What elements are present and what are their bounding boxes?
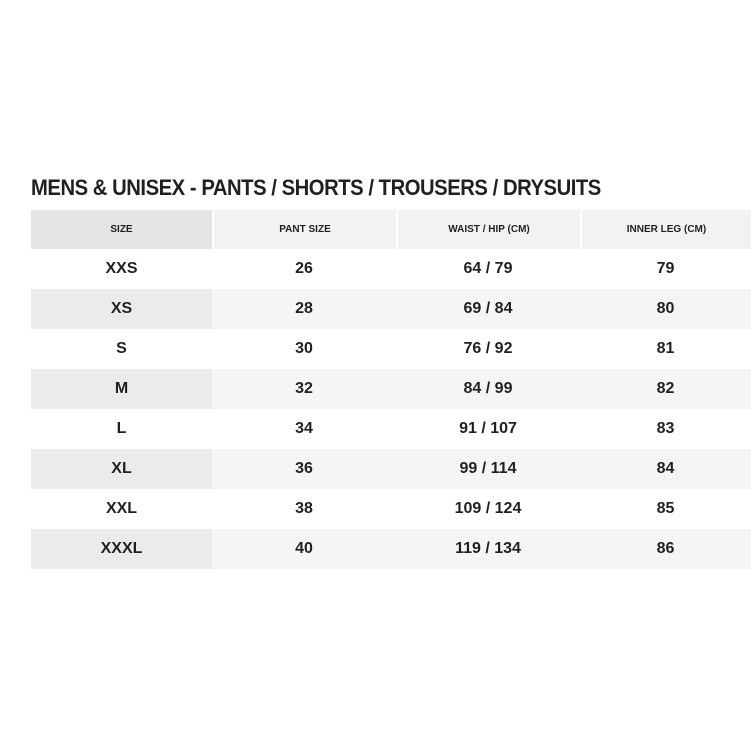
cell-inner-leg: 80 xyxy=(580,289,751,329)
table-row xyxy=(31,249,751,289)
cell-inner-leg: 81 xyxy=(656,340,675,357)
cell-waist-hip: 64 / 79 xyxy=(463,260,513,277)
table-row xyxy=(31,289,751,329)
table-row xyxy=(31,449,751,489)
cell-size: XXL xyxy=(105,500,138,517)
cell-waist-hip: 76 / 92 xyxy=(463,340,513,357)
cell-size: XXXL xyxy=(31,529,212,569)
cell-inner-leg: 83 xyxy=(656,420,675,437)
cell-size: L xyxy=(116,420,127,437)
cell-waist-hip: 119 / 134 xyxy=(396,529,580,569)
table-row xyxy=(31,529,751,569)
cell-size: XXS xyxy=(105,260,138,277)
cell-inner-leg: 82 xyxy=(580,369,751,409)
cell-pant-size: 26 xyxy=(295,260,313,277)
table-row xyxy=(31,329,751,369)
size-chart-table xyxy=(31,210,751,569)
cell-inner-leg: 84 xyxy=(580,449,751,489)
chart-title: MENS & UNISEX - PANTS / SHORTS / TROUSERS / DRYSUITS xyxy=(31,175,601,200)
cell-size: M xyxy=(31,369,212,409)
table-row xyxy=(31,409,751,449)
header-inner-leg: INNER LEG (CM) xyxy=(580,210,751,249)
header-pant-size: PANT SIZE xyxy=(212,210,396,249)
cell-size: XS xyxy=(31,289,212,329)
cell-waist-hip: 109 / 124 xyxy=(454,500,522,517)
cell-inner-leg: 86 xyxy=(580,529,751,569)
table-row xyxy=(31,489,751,529)
cell-pant-size: 34 xyxy=(295,420,313,437)
cell-waist-hip: 84 / 99 xyxy=(396,369,580,409)
cell-pant-size: 36 xyxy=(212,449,396,489)
cell-inner-leg: 79 xyxy=(656,260,675,277)
cell-size: S xyxy=(116,340,127,357)
cell-pant-size: 38 xyxy=(295,500,313,517)
cell-waist-hip: 69 / 84 xyxy=(396,289,580,329)
cell-size: XL xyxy=(31,449,212,489)
header-waist-hip: WAIST / HIP (CM) xyxy=(396,210,580,249)
header-size: SIZE xyxy=(31,210,212,249)
cell-pant-size: 40 xyxy=(212,529,396,569)
header-row xyxy=(31,210,751,249)
cell-pant-size: 30 xyxy=(295,340,313,357)
cell-pant-size: 32 xyxy=(212,369,396,409)
cell-pant-size: 28 xyxy=(212,289,396,329)
cell-inner-leg: 85 xyxy=(656,500,675,517)
table-row xyxy=(31,369,751,409)
cell-waist-hip: 99 / 114 xyxy=(396,449,580,489)
cell-waist-hip: 91 / 107 xyxy=(459,420,517,437)
